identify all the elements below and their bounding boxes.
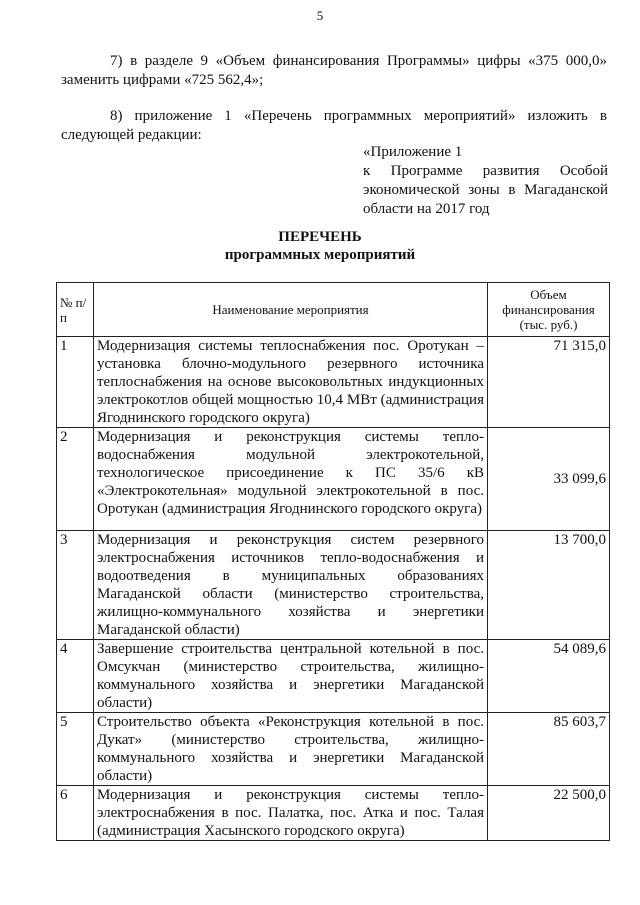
- table-row: [57, 640, 610, 713]
- table-row: [57, 713, 610, 786]
- row-num: 2: [57, 428, 94, 531]
- paragraph-8: [61, 107, 607, 145]
- row-name: Модернизация системы теплоснабжения пос. Оротукан – установка блочно-модульного резервного источника теплоснабжения на основе высоковольтных индукционных электрокотлов общей мощностью 10,4 МВт (администрация Ягоднинского городского округа): [94, 337, 488, 428]
- appendix-reference: [363, 143, 608, 219]
- header-name: Наименование мероприятия: [94, 283, 488, 337]
- row-num: 5: [57, 713, 94, 786]
- row-num: 1: [57, 337, 94, 428]
- list-title: ПЕРЕЧЕНЬ: [278, 229, 362, 245]
- table-row: [57, 428, 610, 531]
- row-amount: 71 315,0: [488, 337, 610, 428]
- events-table: [56, 282, 610, 841]
- row-name: Модернизация и реконструкция систем резервного электроснабжения источников тепло-водоснабжения и водоотведения в муниципальных образованиях Магаданской области (министерство строительства, жилищно-коммунального хозяйства и энергетики Магаданской области): [94, 531, 488, 640]
- appendix-line-2: к Программе развития Особой экономической зоны в Магаданской области на 2017 год: [363, 163, 608, 217]
- header-amount: Объем финансирования (тыс. руб.): [488, 283, 610, 337]
- list-subtitle: программных мероприятий: [224, 247, 416, 263]
- page-number: 5: [316, 8, 324, 23]
- row-name: Модернизация и реконструкция системы тепло-электроснабжения в пос. Палатка, пос. Атка и пос. Талая (администрация Хасынского городского округа): [94, 786, 488, 841]
- row-amount: 85 603,7: [488, 713, 610, 786]
- row-amount: 33 099,6: [488, 428, 610, 531]
- table-row: [57, 786, 610, 841]
- appendix-line-1: «Приложение 1: [363, 144, 463, 160]
- header-num: № п/п: [57, 283, 94, 337]
- row-name: Модернизация и реконструкция системы тепло-водоснабжения модульной электрокотельной, технологическое присоединение к ПС 35/6 кВ «Электрокотельная» модульной электрокотельной в пос. Оротукан (администрация Ягоднинского городского округа): [94, 428, 488, 531]
- paragraph-7: [61, 52, 607, 90]
- table-row: [57, 337, 610, 428]
- paragraph-7-text: 7) в разделе 9 «Объем финансирования Программы» цифры «375 000,0» заменить цифрами «725 562,4»;: [61, 53, 607, 88]
- row-amount: 54 089,6: [488, 640, 610, 713]
- row-name: Завершение строительства центральной котельной в пос. Омсукчан (министерство строительства, жилищно-коммунального хозяйства и энергетики Магаданской области): [94, 640, 488, 713]
- row-name: Строительство объекта «Реконструкция котельной в пос. Дукат» (министерство строительства, жилищно-коммунального хозяйства и энергетики Магаданской области): [94, 713, 488, 786]
- row-amount: 22 500,0: [488, 786, 610, 841]
- row-num: 3: [57, 531, 94, 640]
- paragraph-8-text: 8) приложение 1 «Перечень программных мероприятий» изложить в следующей редакции:: [61, 108, 607, 143]
- table-header-row: [57, 283, 610, 337]
- row-amount: 13 700,0: [488, 531, 610, 640]
- table-row: [57, 531, 610, 640]
- row-num: 6: [57, 786, 94, 841]
- row-num: 4: [57, 640, 94, 713]
